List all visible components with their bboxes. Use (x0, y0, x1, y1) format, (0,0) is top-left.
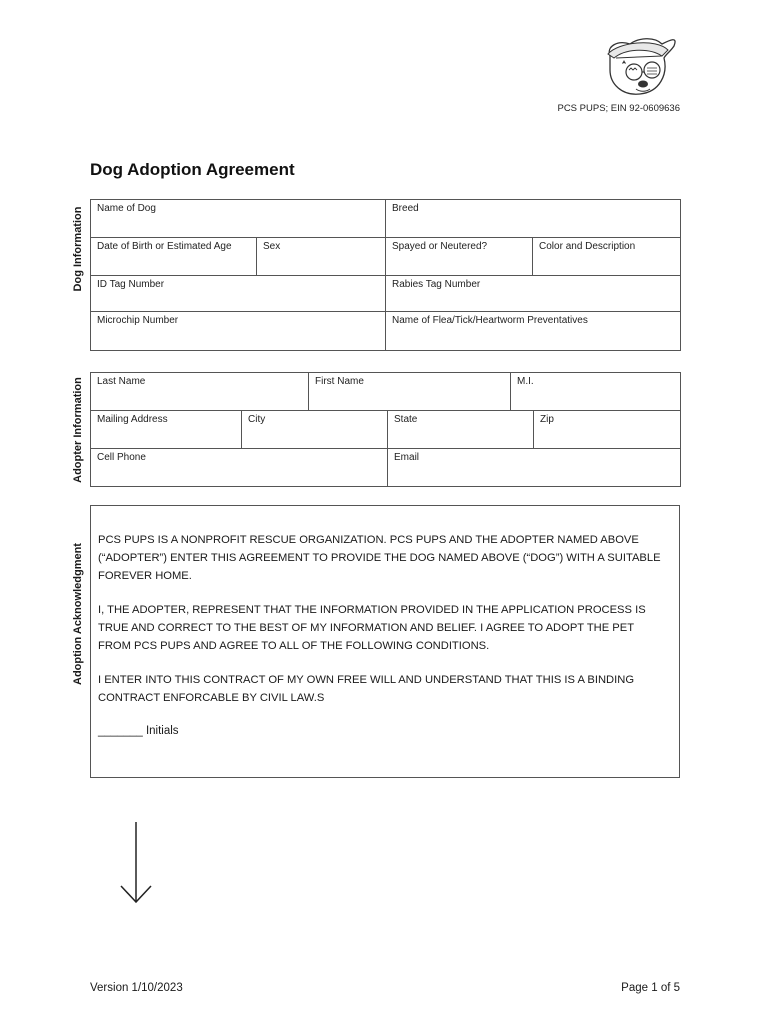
section-label-adopter-info: Adopter Information (72, 377, 84, 483)
field-preventatives[interactable]: Name of Flea/Tick/Heartworm Preventatives (386, 312, 681, 351)
version-label: Version 1/10/2023 (90, 982, 183, 994)
field-mailing-address[interactable]: Mailing Address (91, 411, 242, 449)
field-city[interactable]: City (242, 411, 388, 449)
section-label-dog-info: Dog Information (72, 206, 84, 292)
field-sex[interactable]: Sex (257, 238, 386, 276)
field-cell-phone[interactable]: Cell Phone (91, 449, 388, 487)
ack-paragraph-3: I ENTER INTO THIS CONTRACT OF MY OWN FREE WILL AND UNDERSTAND THAT THIS IS A BINDING CONTRACT ENFORCABLE BY CIVIL LAW.S (98, 674, 635, 704)
field-id-tag[interactable]: ID Tag Number (91, 276, 386, 312)
field-breed[interactable]: Breed (386, 200, 681, 238)
field-dob[interactable]: Date of Birth or Estimated Age (91, 238, 257, 276)
field-zip[interactable]: Zip (534, 411, 681, 449)
dog-info-table (90, 199, 681, 351)
field-rabies[interactable]: Rabies Tag Number (386, 276, 681, 312)
field-mi[interactable]: M.I. (511, 373, 681, 411)
adopter-info-table (90, 372, 681, 487)
field-state[interactable]: State (388, 411, 534, 449)
initials-field[interactable]: _______ Initials (98, 725, 179, 737)
field-spayed[interactable]: Spayed or Neutered? (386, 238, 533, 276)
field-dog-name[interactable]: Name of Dog (91, 200, 386, 238)
ack-paragraph-1: PCS PUPS IS A NONPROFIT RESCUE ORGANIZATION. PCS PUPS AND THE ADOPTER NAMED ABOVE (“ADOPTER”) ENTER THIS AGREEMENT TO PROVIDE THE DOG NAMED ABOVE (“DOG”) WITH A SUITABLE FOREVER HOME. (98, 534, 661, 582)
field-last-name[interactable]: Last Name (91, 373, 309, 411)
ack-paragraph-2: I, THE ADOPTER, REPRESENT THAT THE INFORMATION PROVIDED IN THE APPLICATION PROCESS IS TRUE AND CORRECT TO THE BEST OF MY INFORMATION AND BELIEF. I AGREE TO ADOPT THE PET FROM PCS PUPS AND AGREE TO ALL OF THE FOLLOWING CONDITIONS. (98, 604, 646, 652)
page-title: Dog Adoption Agreement (90, 160, 295, 179)
field-microchip[interactable]: Microchip Number (91, 312, 386, 351)
field-email[interactable]: Email (388, 449, 681, 487)
section-label-acknowledgment: Adoption Acknowledgment (72, 543, 84, 685)
field-color[interactable]: Color and Description (533, 238, 681, 276)
ein-line: PCS PUPS; EIN 92-0609636 (557, 103, 680, 114)
field-first-name[interactable]: First Name (309, 373, 511, 411)
page-number: Page 1 of 5 (621, 982, 680, 994)
dog-logo-icon (596, 34, 680, 98)
down-arrow-icon (118, 820, 154, 906)
